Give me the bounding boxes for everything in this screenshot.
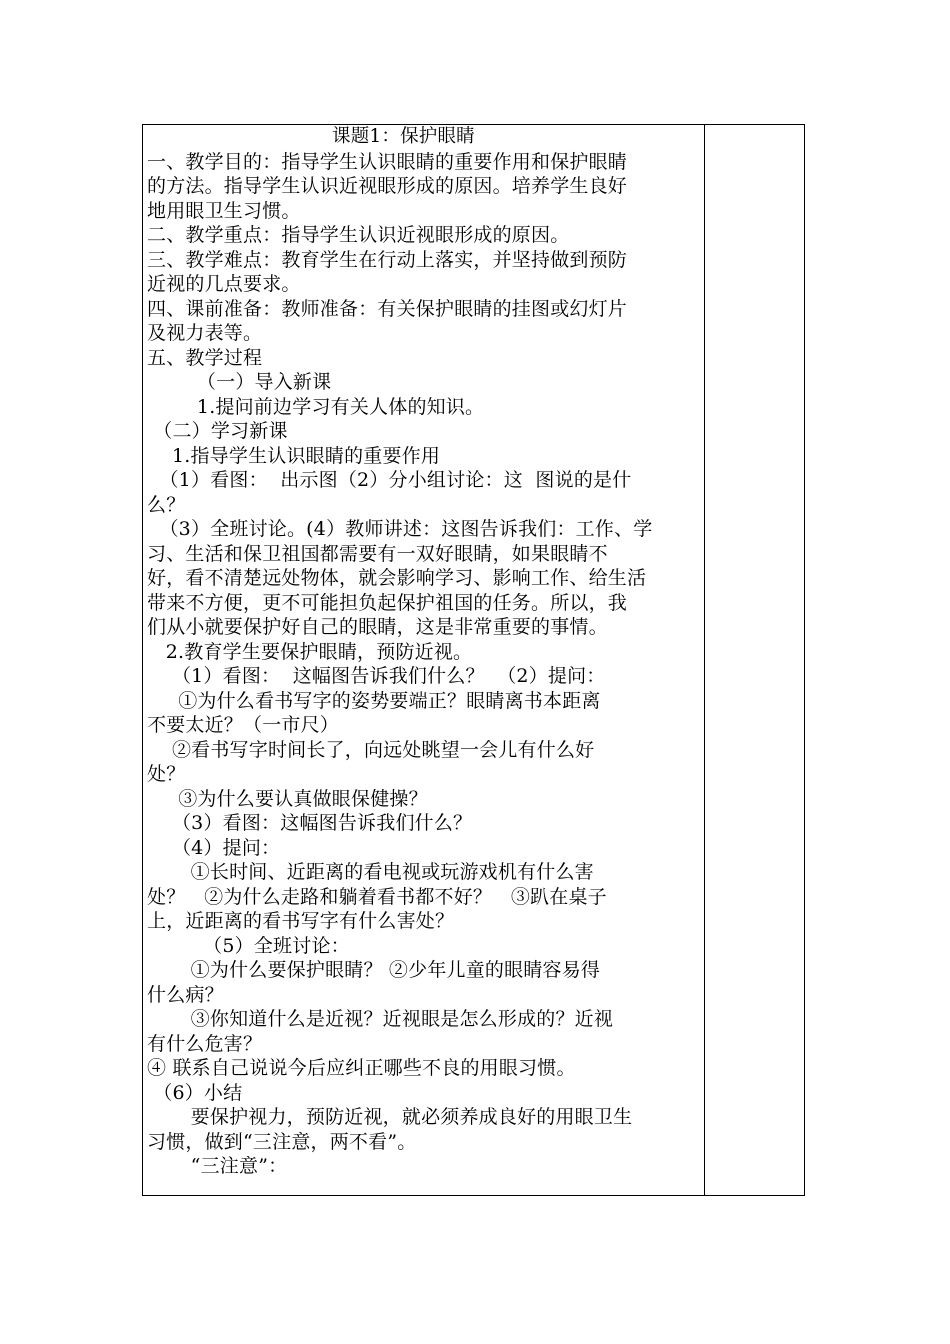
lesson-text-line: 四、课前准备：教师准备：有关保护眼睛的挂图或幻灯片 bbox=[147, 297, 628, 320]
lesson-text-line: 处？ bbox=[147, 763, 186, 785]
lesson-text-line: ①为什么看书写字的姿势要端正？眼睛离书本距离 bbox=[147, 689, 601, 712]
lesson-text-line: 的方法。指导学生认识近视眼形成的原因。培养学生良好 bbox=[147, 175, 628, 197]
lesson-text-line: 有什么危害？ bbox=[147, 1032, 263, 1055]
lesson-text-line: 么？ bbox=[147, 493, 186, 516]
lesson-text-line: （1）看图： 出示图（2）分小组讨论：这 图说的是什 bbox=[147, 469, 632, 491]
lesson-text-line: 五、教学过程 bbox=[147, 346, 263, 369]
lesson-text-line: 2.教育学生要保护眼睛，预防近视。 bbox=[147, 640, 473, 663]
lesson-text-line: （1）看图： 这幅图告诉我们什么？ （2）提问： bbox=[147, 665, 606, 687]
lesson-text-line: 地用眼卫生习惯。 bbox=[147, 199, 301, 222]
lesson-text-line: 上，近距离的看书写字有什么害处？ bbox=[147, 910, 455, 932]
lesson-text-line: ①长时间、近距离的看电视或玩游戏机有什么害 bbox=[147, 861, 594, 883]
lesson-text-line: 带来不方便，更不可能担负起保护祖国的任务。所以，我 bbox=[147, 591, 628, 614]
lesson-text-line: （二）学习新课 bbox=[147, 420, 288, 442]
lesson-text-line: （3）全班讨论。(4）教师讲述：这图告诉我们：工作、学 bbox=[147, 518, 653, 540]
lesson-text-line: 一、教学目的：指导学生认识眼睛的重要作用和保护眼睛 bbox=[147, 150, 628, 173]
lesson-text-line: 1.提问前边学习有关人体的知识。 bbox=[147, 395, 485, 418]
lesson-table bbox=[142, 124, 805, 1196]
lesson-text-line: 好，看不清楚远处物体，就会影响学习、影响工作、给生活 bbox=[147, 567, 647, 589]
lesson-text-line: （5）全班讨论： bbox=[147, 934, 350, 957]
lesson-content-cell bbox=[147, 125, 700, 1195]
lesson-text-line: 二、教学重点：指导学生认识近视眼形成的原因。 bbox=[147, 224, 570, 246]
lesson-text-line: 习、生活和保卫祖国都需要有一双好眼睛，如果眼睛不 bbox=[147, 542, 608, 565]
lesson-text-line: 1.指导学生认识眼睛的重要作用 bbox=[147, 444, 441, 467]
lesson-text-line: 要保护视力，预防近视，就必须养成良好的用眼卫生 bbox=[147, 1106, 633, 1128]
lesson-text-line: “三注意”： bbox=[147, 1155, 288, 1177]
lesson-body bbox=[147, 150, 700, 1179]
lesson-text-line: 近视的几点要求。 bbox=[147, 273, 301, 295]
notes-cell bbox=[705, 125, 804, 1195]
lesson-text-line: 及视力表等。 bbox=[147, 322, 263, 344]
lesson-text-line: ①为什么要保护眼睛？ ②少年儿童的眼睛容易得 bbox=[147, 959, 601, 981]
lesson-text-line: 习惯，做到“三注意，两不看”。 bbox=[147, 1130, 417, 1153]
lesson-text-line: ③为什么要认真做眼保健操？ bbox=[147, 787, 428, 810]
lesson-text-line: 们从小就要保护好自己的眼睛，这是非常重要的事情。 bbox=[147, 616, 608, 638]
lesson-text-line: ②看书写字时间长了，向远处眺望一会儿有什么好 bbox=[147, 738, 595, 761]
lesson-text-line: （一）导入新课 bbox=[147, 371, 332, 393]
lesson-text-line: 处？ ②为什么走路和躺着看书都不好？ ③趴在桌子 bbox=[147, 885, 607, 908]
lesson-text-line: ④ 联系自己说说今后应纠正哪些不良的用眼习惯。 bbox=[147, 1057, 576, 1079]
lesson-text-line: （4）提问： bbox=[147, 836, 281, 859]
lesson-text-line: （3）看图：这幅图告诉我们什么？ bbox=[147, 812, 473, 834]
lesson-title: 课题1：保护眼睛 bbox=[332, 126, 475, 147]
lesson-text-line: 不要太近？（一市尺） bbox=[147, 714, 340, 736]
lesson-text-line: 什么病？ bbox=[147, 983, 224, 1006]
lesson-text-line: 三、教学难点：教育学生在行动上落实，并坚持做到预防 bbox=[147, 248, 628, 271]
lesson-text-line: ③你知道什么是近视？近视眼是怎么形成的？近视 bbox=[147, 1008, 614, 1030]
lesson-text-line: （6）小结 bbox=[147, 1081, 243, 1104]
